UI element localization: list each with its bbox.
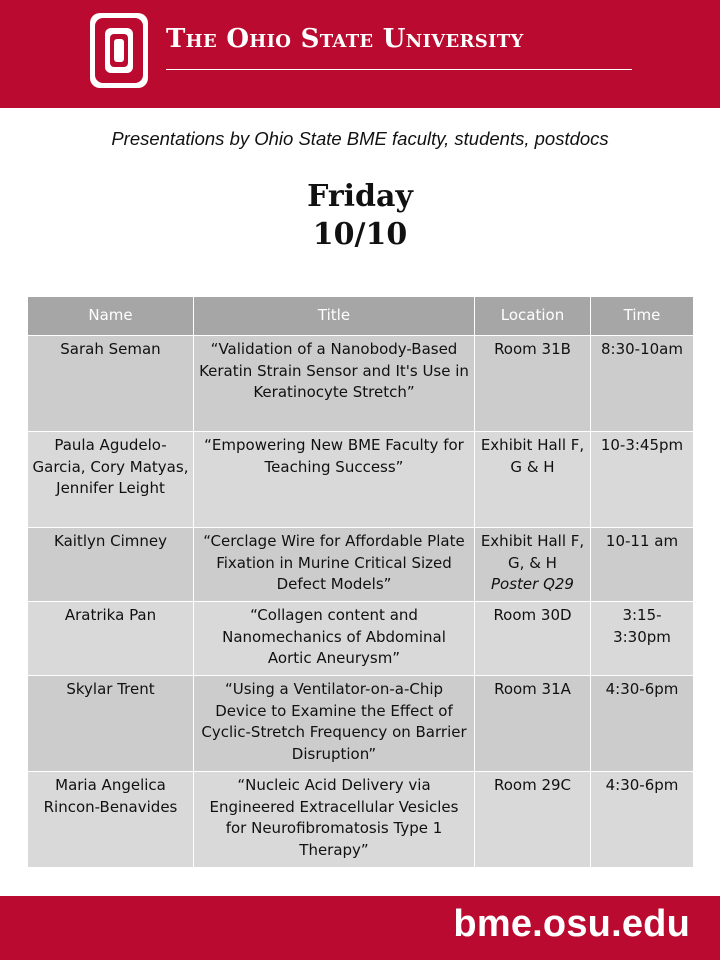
schedule-table (27, 296, 693, 868)
cell-location (475, 336, 591, 432)
location-note: Poster Q29 (491, 575, 574, 593)
column-header-name: Name (28, 297, 194, 336)
table-row (28, 602, 694, 676)
cell-location (475, 676, 591, 772)
day-weekday: Friday (307, 179, 413, 214)
cell-name: Aratrika Pan (28, 602, 194, 676)
table-row (28, 336, 694, 432)
cell-location (475, 602, 591, 676)
cell-time: 8:30-10am (591, 336, 694, 432)
cell-name: Paula Agudelo-Garcia, Cory Matyas, Jennifer Leight (28, 432, 194, 528)
block-o-logo-icon (90, 13, 148, 88)
cell-title: “Validation of a Nanobody-Based Keratin Strain Sensor and It's Use in Keratinocyte Stretch” (194, 336, 475, 432)
cell-name: Maria Angelica Rincon-Benavides (28, 772, 194, 868)
day-date: 10/10 (312, 217, 408, 252)
cell-name: Kaitlyn Cimney (28, 528, 194, 602)
cell-time: 10-3:45pm (591, 432, 694, 528)
location-text: Room 31B (494, 340, 571, 358)
location-text: Room 29C (493, 776, 572, 794)
column-header-location: Location (475, 297, 591, 336)
day-heading (0, 178, 720, 254)
table-row (28, 528, 694, 602)
cell-title: “Cerclage Wire for Affordable Plate Fixation in Murine Critical Sized Defect Models” (194, 528, 475, 602)
website-link[interactable]: bme.osu.edu (453, 903, 690, 945)
university-underline (166, 69, 632, 70)
university-name: The Ohio State University (166, 24, 524, 54)
location-text: Room 31A (494, 680, 571, 698)
location-text: Exhibit Hall F, G, & H (480, 532, 585, 572)
column-header-title: Title (194, 297, 475, 336)
cell-location (475, 772, 591, 868)
cell-title: “Collagen content and Nanomechanics of Abdominal Aortic Aneurysm” (194, 602, 475, 676)
cell-time: 4:30-6pm (591, 676, 694, 772)
cell-title: “Using a Ventilator-on-a-Chip Device to Examine the Effect of Cyclic-Stretch Frequency on Barrier Disruption” (194, 676, 475, 772)
subtitle: Presentations by Ohio State BME faculty, students, postdocs (111, 128, 609, 149)
table-header-row (28, 297, 694, 336)
cell-location (475, 432, 591, 528)
cell-name: Skylar Trent (28, 676, 194, 772)
cell-time: 4:30-6pm (591, 772, 694, 868)
cell-time: 3:15-3:30pm (591, 602, 694, 676)
table-row (28, 772, 694, 868)
cell-location (475, 528, 591, 602)
location-text: Room 30D (493, 606, 572, 624)
cell-time: 10-11 am (591, 528, 694, 602)
column-header-time: Time (591, 297, 694, 336)
footer-banner (0, 896, 720, 960)
cell-title: “Empowering New BME Faculty for Teaching Success” (194, 432, 475, 528)
cell-title: “Nucleic Acid Delivery via Engineered Extracellular Vesicles for Neurofibromatosis Type 1 Therapy” (194, 772, 475, 868)
header-banner (0, 0, 720, 108)
location-text: Exhibit Hall F, G & H (480, 436, 585, 476)
table-row (28, 676, 694, 772)
table-row (28, 432, 694, 528)
cell-name: Sarah Seman (28, 336, 194, 432)
